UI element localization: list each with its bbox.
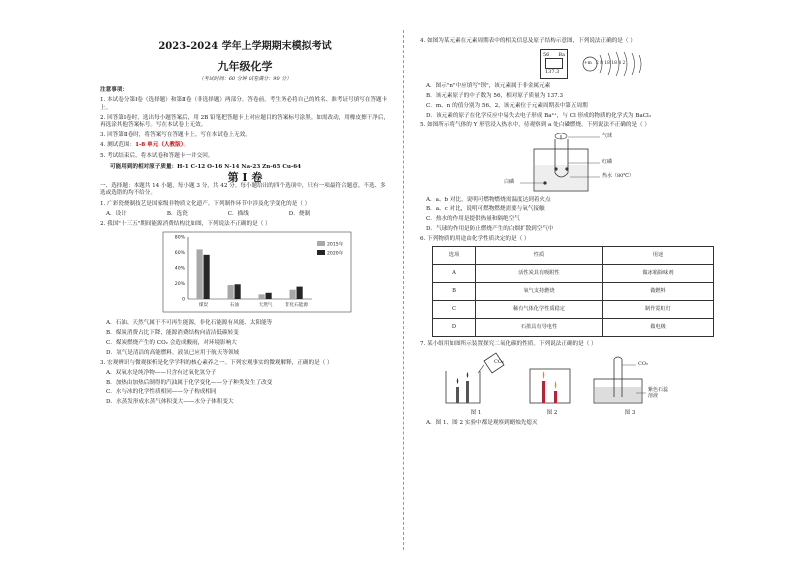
q5-stem: 5. 如图所示将气体的 Y 形管浸入热水中，待观察到 a 处白磷燃烧。下列说法不正确的是（ ） [420,122,651,129]
table-row [433,300,714,318]
atomic-masses: 可能用到的相对原子质量：H-1 C-12 O-16 N-14 Na-23 Zn-65 Cu-64 [110,163,301,170]
legend-swatch [317,250,325,255]
q3-option-c[interactable]: C．水与冰的化学性质相同——分子构成相同 [106,389,217,396]
note-4 [100,142,390,149]
figure-3-caption: 图 3 [624,410,636,417]
x-tick-label: 非化石能源 [285,303,308,309]
section-title: 第 Ⅰ 卷 [227,171,263,185]
note-5: 5. 考试结束后，将本试卷和答题卡一并交回。 [100,152,214,159]
y-tick-label: 20% [174,282,185,288]
element-mass: 137.3 [545,69,560,75]
q4-option-c[interactable]: C．m、n 的值分别为 56、2，该元素位于元素周期表中第五周期 [426,102,588,109]
y-tick-label: 80% [174,235,185,241]
q2-option-c[interactable]: C．煤炭燃烧产生的 CO₂ 会造成酸雨，对环境影响大 [106,340,237,347]
q3-option-d[interactable]: D．水蒸发形成水蒸气体积变大——水分子体积变大 [106,399,234,406]
litmus-label: 紫色石蕊溶液 [648,387,669,400]
table-header: 性质 [476,246,603,264]
table-cell: 稀有气体化学性质稳定 [476,300,603,318]
q7-figures [438,351,720,417]
q2-option-b[interactable]: B．煤炭消费占比下降，能源消费结构向清洁低碳转变 [106,330,239,337]
q4-stem: 4. 如图为某元素在元素周期表中的相关信息及原子结构示意图，下列说法正确的是（ ） [420,38,636,44]
note-3: 3. 回答第Ⅱ卷时，将答案写在答题卡上。写在本试卷上无效。 [100,132,251,139]
label-hot-water: 热水（80℃） [602,172,634,179]
bar-非化石能源-2015年 [290,290,296,299]
q5-figure [500,133,700,195]
q2-option-d[interactable]: D．氢气是清洁的高能燃料，液氢已应用于航天等领域 [106,349,240,356]
y-tick-label: 40% [174,266,185,272]
bar-天然气-2015年 [259,295,265,300]
bar-煤炭-2020年 [204,255,210,299]
table-cell: D [433,318,476,336]
label-balloon: 气球 [602,132,613,139]
table-cell: C [433,300,476,318]
q7-option-a[interactable]: A．图 1、图 2 实验中都是观察到蜡烛先熄灭 [426,419,538,426]
legend-label: 2020年 [327,251,344,257]
figure-2 [520,351,584,417]
table-row [433,282,714,300]
q3-option-b[interactable]: B．加热由加热后制得的汽油属于化学变化——分子种类发生了改变 [106,379,273,386]
note-4-text: 4. 测试范围： [100,142,136,149]
table-header: 选项 [433,246,476,264]
table-cell: 做电极 [603,318,714,336]
q4-option-d[interactable]: D．该元素的原子在化学反应中易失去电子形成 Ba²⁺，与 Cl 形成的物质的化学式为 BaCl₂ [426,112,652,119]
q7-stem: 7. 某小组用如图所示装置探究二氧化碳的性质。下列说法正确的是（ ） [420,340,597,347]
notes-heading: 注意事项： [100,87,128,94]
left-column [100,38,390,409]
label-red-phosphorus: 红磷 [602,158,613,165]
bar-石油-2015年 [228,285,234,299]
table-cell: 石墨具有导电性 [476,318,603,336]
y-tick-label: 60% [174,251,185,257]
legend-label: 2015年 [327,242,344,248]
element-name-box [545,58,563,69]
x-tick-label: 天然气 [258,303,273,309]
table-cell: 做燃料 [603,282,714,300]
right-column [420,38,720,429]
section-intro: 一、选择题：本题共 14 小题，每小题 3 分，共 42 分。每小题给出的四个选项中，只有一项最符合题意。不选、多选或选错的均不给分。 [100,183,386,197]
q4-figure [540,49,720,79]
table-cell: 活性炭具有吸附性 [476,264,603,282]
column-divider [403,30,404,550]
exam-meta: （考试时间：60 分钟 试卷满分：90 分） [198,76,292,82]
table-cell: B [433,282,476,300]
test-range: 1-8 单元（人教版） [135,142,184,149]
figure-1 [438,351,514,417]
q1-option-b[interactable]: B．选瓷 [166,210,188,217]
bar-石油-2020年 [235,285,241,300]
q6-table [432,246,714,337]
note-2: 2. 回答第Ⅰ卷时，选出每小题答案后，用 2B 铅笔把答题卡上对应题目的答案标号涂黑。如需改动，用橡皮擦干净后，再选涂其他答案标号。写在本试卷上无效。 [100,114,390,129]
table-header-row [433,246,714,264]
q1-options [106,211,390,218]
q6-stem: 6. 下列物质的用途由化学性质决定的是（ ） [420,235,530,242]
energy-chart-svg [162,231,352,313]
q1-option-d[interactable]: D．烧制 [288,210,311,217]
atom-shell-electrons: 2 8 18 18 8 2 [596,61,626,67]
co2-label: CO₂ [638,361,648,368]
q5-option-c[interactable]: C．热水的作用是提供热量和隔绝空气 [426,216,520,223]
table-cell: 氧气支持燃烧 [476,282,603,300]
y-tick-label: 0 [182,297,185,303]
legend-swatch [317,241,325,246]
figure-1-caption: 图 1 [470,410,482,417]
exam-subtitle: 九年级化学 [217,60,273,73]
bar-天然气-2020年 [266,293,272,299]
table-cell: 制作霓虹灯 [603,300,714,318]
energy-chart [162,231,390,316]
table-cell: A [433,264,476,282]
exam-title: 2023-2024 学年上学期期末模拟考试 [158,41,332,52]
q5-option-d[interactable]: D．气球的作用是防止燃烧产生的白烟扩散到空气中 [426,225,554,232]
table-header: 用途 [603,246,714,264]
note-4-end: 。 [183,142,190,149]
atom-nucleus-label: +m [584,61,592,67]
element-cell [540,49,568,79]
x-tick-label: 石油 [229,303,240,309]
element-number: 56 [543,52,550,59]
q1-option-a[interactable]: A．设计 [106,210,127,217]
q5-option-b[interactable]: B．a、c 对比，说明可燃物燃烧需要与氧气接触 [426,206,545,213]
q1-option-c[interactable]: C．描线 [227,210,249,217]
bar-非化石能源-2020年 [297,287,303,299]
figure-3 [590,351,670,417]
q2-stem: 2. 我国"十三五"期间能源消费结构比如图，下列说法不正确的是（ ） [100,221,271,228]
atom-structure [582,49,646,79]
bar-煤炭-2015年 [197,250,203,300]
label-white-phosphorus: 白磷 [504,178,515,185]
x-tick-label: 煤炭 [198,303,209,309]
q2-option-a[interactable]: A．石油、天然气属于不可再生能源，非化石能源有风能、太阳能等 [106,320,273,327]
table-cell: 做冰箱除味剂 [603,264,714,282]
q4-option-a[interactable]: A．图示"n"中应填写"钡"，该元素属于非金属元素 [426,83,551,90]
q4-option-b[interactable]: B．该元素原子的中子数为 56，相对原子质量为 137.3 [426,93,564,99]
candle-stair-icon [520,351,584,407]
table-row [433,318,714,336]
q1-stem: 1. 广彩瓷烧制技艺是国家级非物质文化遗产。下列制作环节中涉及化学变化的是（ ） [100,200,311,207]
q5-option-a[interactable]: A．a、b 对比，说明可燃物燃烧需温度达到着火点 [426,196,551,203]
figure-2-caption: 图 2 [546,410,558,417]
element-symbol: Ba [558,52,565,59]
q3-option-a[interactable]: A．双氧水是纯净物——只含有过氧化氢分子 [106,369,217,376]
y-tube-apparatus-icon [500,133,700,195]
table-row [433,264,714,282]
q3-stem: 3. 宏观辨识与微观探析是化学学科的核心素养之一。下列宏观事实的微观解释，正确的是（ ） [100,359,333,366]
note-1: 1. 本试卷分第Ⅰ卷（选择题）和第Ⅱ卷（非选择题）两部分。答卷前，考生务必将自己的姓名、准考证号填写在答题卡上。 [100,97,388,111]
co2-label: CO₂ [494,359,504,366]
